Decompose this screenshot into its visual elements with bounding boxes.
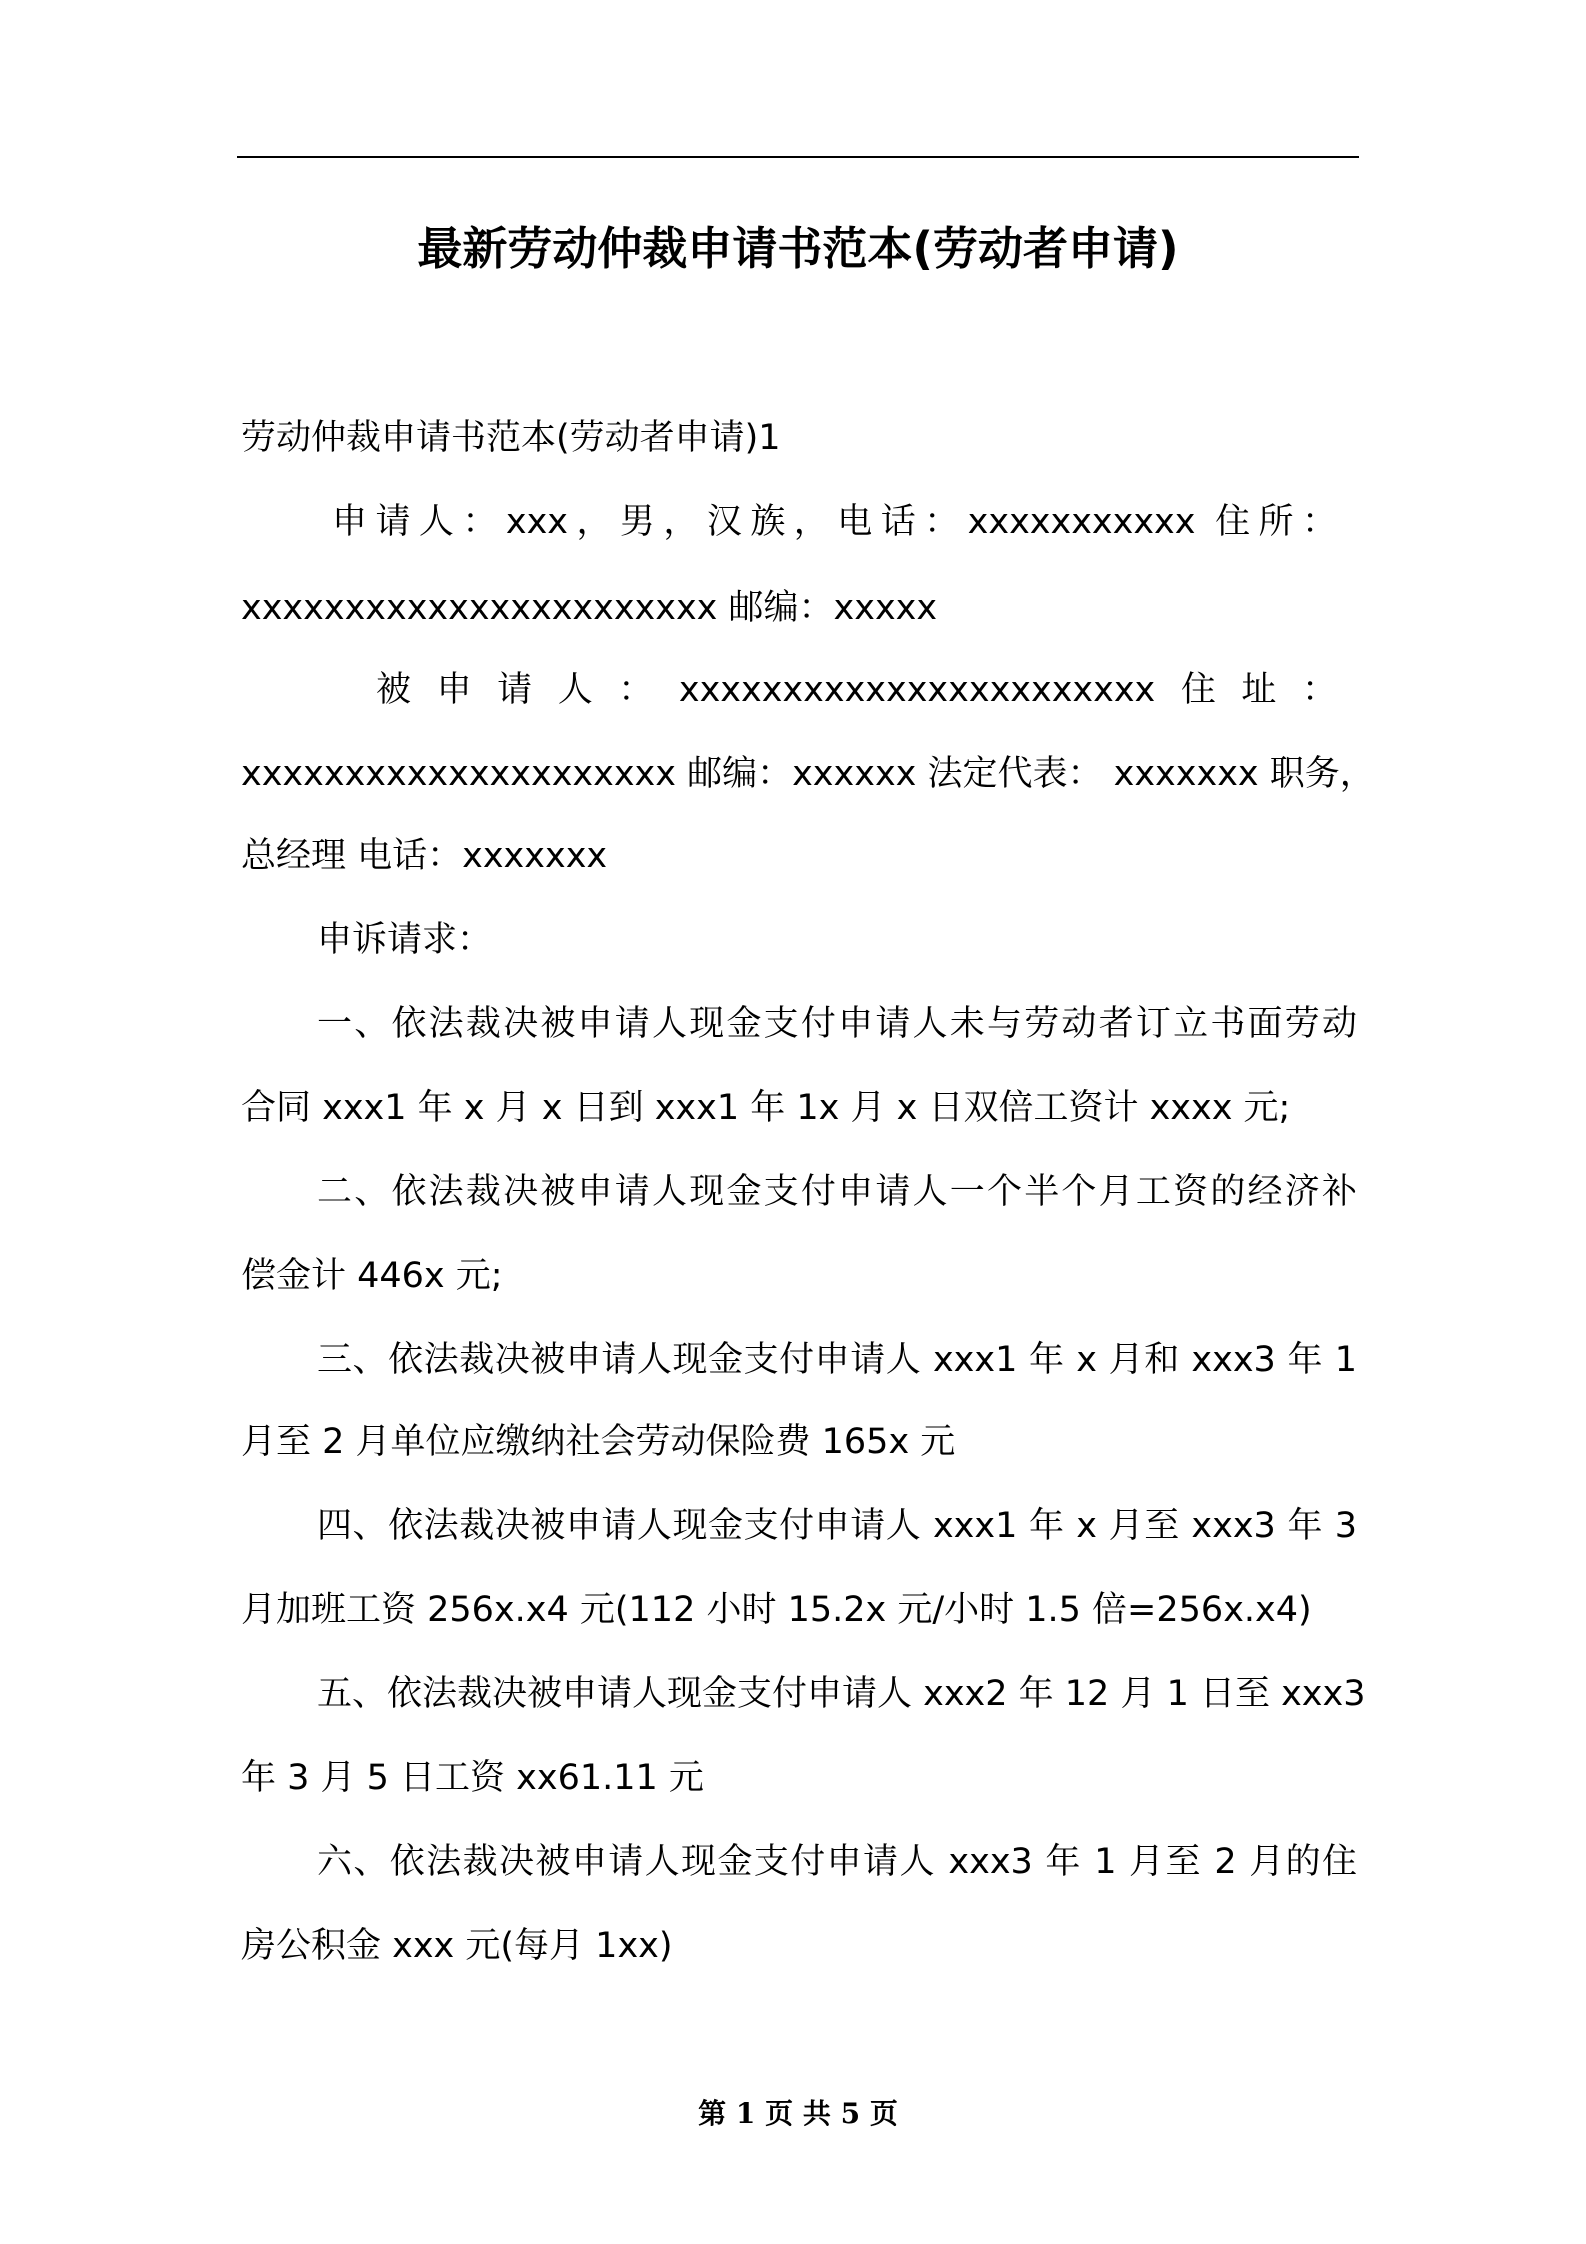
- page-number-footer: 第 1 页 共 5 页: [698, 2097, 898, 2130]
- claim-4-line-1: 四、依法裁决被申请人现金支付申请人 xxx1 年 x 月至 xxx3 年 3: [317, 1506, 1357, 1546]
- header-rule: [237, 156, 1359, 158]
- respondent-address-line: xxxxxxxxxxxxxxxxxxxxx 邮编：xxxxxx 法定代表： xxxxxxx 职务，: [241, 754, 1375, 794]
- claim-3-line-1: 三、依法裁决被申请人现金支付申请人 xxx1 年 x 月和 xxx3 年 1: [317, 1340, 1357, 1380]
- claim-1-line-2: 合同 xxx1 年 x 月 x 日到 xxx1 年 1x 月 x 日双倍工资计 xxxx 元;: [241, 1088, 1291, 1128]
- claim-2-line-2: 偿金计 446x 元;: [241, 1256, 503, 1296]
- claim-1-line-1: 一、依法裁决被申请人现金支付申请人未与劳动者订立书面劳动: [317, 1004, 1357, 1044]
- respondent-manager-line: 总经理 电话：xxxxxxx: [241, 836, 608, 876]
- claim-3-line-2: 月至 2 月单位应缴纳社会劳动保险费 165x 元: [241, 1422, 956, 1462]
- claim-5-line-2: 年 3 月 5 日工资 xx61.11 元: [241, 1758, 704, 1798]
- claim-6-line-1: 六、依法裁决被申请人现金支付申请人 xxx3 年 1 月至 2 月的住: [317, 1842, 1357, 1882]
- subtitle-line: 劳动仲裁申请书范本(劳动者申请)1: [241, 418, 781, 458]
- applicant-line: 申请人：xxx，男，汉族，电话：xxxxxxxxxxx 住所：: [332, 502, 1337, 542]
- document-title: 最新劳动仲裁申请书范本(劳动者申请): [417, 222, 1179, 275]
- claim-6-line-2: 房公积金 xxx 元(每月 1xx): [241, 1926, 673, 1966]
- applicant-address-line: xxxxxxxxxxxxxxxxxxxxxxx 邮编：xxxxx: [241, 588, 938, 628]
- claims-heading: 申诉请求：: [317, 920, 493, 960]
- respondent-line: 被申请人：xxxxxxxxxxxxxxxxxxxxxxx住址：: [376, 670, 1337, 710]
- claim-2-line-1: 二、依法裁决被申请人现金支付申请人一个半个月工资的经济补: [317, 1172, 1357, 1212]
- claim-4-line-2: 月加班工资 256x.x4 元(112 小时 15.2x 元/小时 1.5 倍=256x.x4): [241, 1590, 1312, 1630]
- claim-5-line-1: 五、依法裁决被申请人现金支付申请人 xxx2 年 12 月 1 日至 xxx3: [317, 1674, 1366, 1714]
